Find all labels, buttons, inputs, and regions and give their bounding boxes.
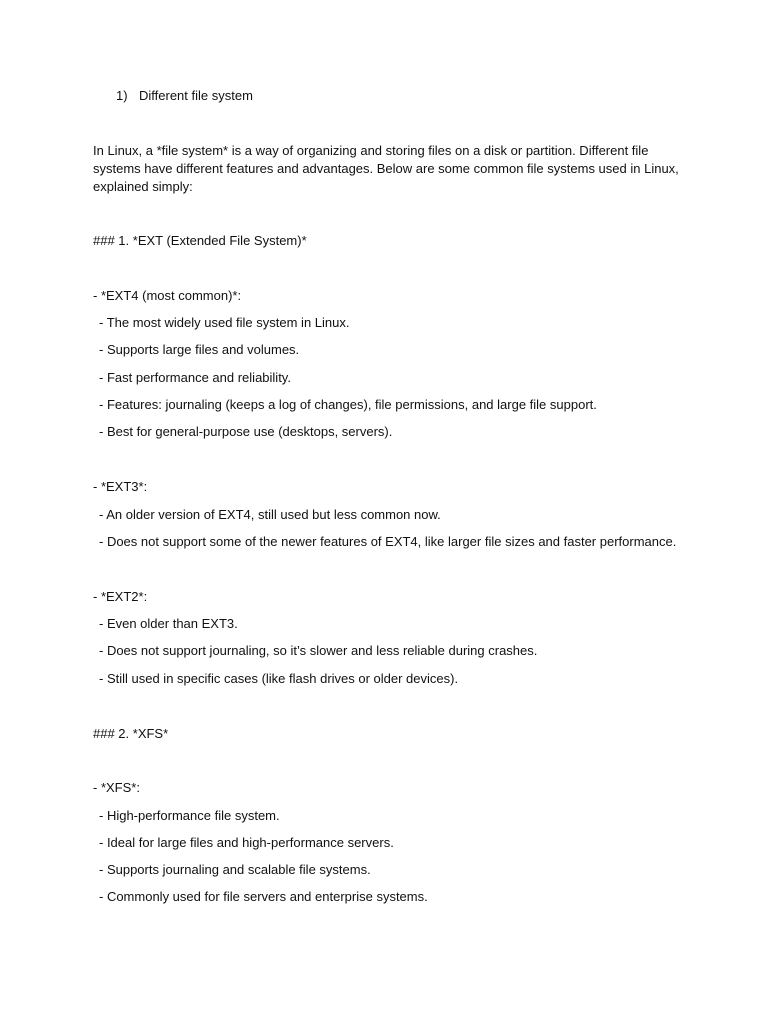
group-label-ext3: - *EXT3*: (93, 479, 148, 494)
list-item: - Fast performance and reliability. (99, 370, 291, 385)
list-item: - High-performance file system. (99, 808, 280, 823)
list-item: - Still used in specific cases (like flash drives or older devices). (99, 671, 459, 686)
list-item: - Does not support journaling, so it’s slower and less reliable during crashes. (99, 643, 538, 658)
list-item: - Ideal for large files and high-performance servers. (99, 835, 394, 850)
group-label-ext2: - *EXT2*: (93, 589, 148, 604)
list-item: - Best for general-purpose use (desktops, servers). (99, 424, 393, 439)
list-item: - Supports large files and volumes. (99, 342, 300, 357)
list-item: - Does not support some of the newer features of EXT4, like larger file sizes and faster performance. (99, 534, 677, 549)
list-item: - Supports journaling and scalable file systems. (99, 862, 371, 877)
list-item: - Even older than EXT3. (99, 616, 238, 631)
group-label-xfs: - *XFS*: (93, 780, 140, 795)
heading-number: 1) (116, 88, 128, 103)
list-item: - Commonly used for file servers and enterprise systems. (99, 889, 428, 904)
intro-paragraph: In Linux, a *file system* is a way of organizing and storing files on a disk or partition. Different file systems have different features and advantages. Below are some common file systems used in Linux, explained simply: (93, 143, 679, 194)
section-title-xfs: ### 2. *XFS* (93, 726, 169, 741)
list-item: - Features: journaling (keeps a log of changes), file permissions, and large file support. (99, 397, 597, 412)
heading-title: Different file system (139, 88, 253, 103)
section-title-ext: ### 1. *EXT (Extended File System)* (93, 233, 307, 248)
list-item: - An older version of EXT4, still used but less common now. (99, 507, 441, 522)
list-item: - The most widely used file system in Linux. (99, 315, 350, 330)
group-label-ext4: - *EXT4 (most common)*: (93, 288, 242, 303)
